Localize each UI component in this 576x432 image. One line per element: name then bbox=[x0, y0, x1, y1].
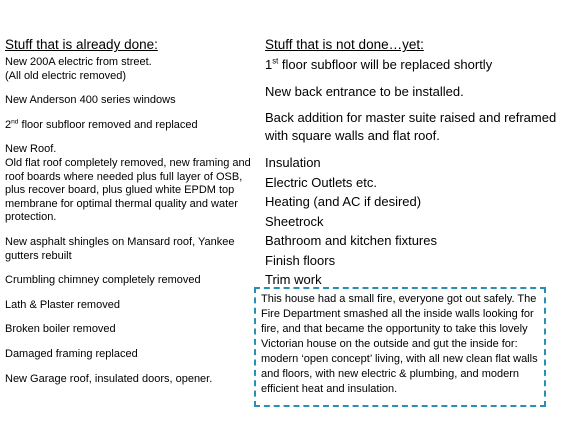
done-item-line: New Roof. bbox=[5, 143, 57, 156]
done-item bbox=[5, 56, 260, 83]
done-item-line: New Garage roof, insulated doors, opener. bbox=[5, 372, 213, 385]
done-item-line bbox=[5, 119, 260, 133]
done-item-line: New asphalt shingles on Mansard roof, Yankee gutters rebuilt bbox=[5, 235, 235, 262]
todo-list-item: Trim work bbox=[265, 272, 322, 287]
todo-column bbox=[265, 37, 570, 290]
todo-item: New back entrance to be installed. bbox=[265, 83, 464, 99]
todo-list bbox=[265, 153, 570, 290]
done-item bbox=[5, 143, 260, 225]
ordinal-suffix: nd bbox=[11, 118, 19, 126]
done-item-line: Crumbling chimney completely removed bbox=[5, 274, 201, 287]
done-item bbox=[5, 323, 260, 337]
todo-list-item: Finish floors bbox=[265, 252, 336, 268]
todo-list-item: Insulation bbox=[265, 155, 321, 170]
ordinal-suffix: st bbox=[272, 56, 279, 66]
done-item-text: floor subfloor removed and replaced bbox=[18, 118, 198, 131]
todo-item: Back addition for master suite raised and reframed with square walls and flat roof. bbox=[265, 110, 557, 143]
done-item bbox=[5, 348, 260, 362]
todo-list-item: Electric Outlets etc. bbox=[265, 174, 377, 190]
done-item bbox=[5, 274, 260, 288]
done-item-line: Damaged framing replaced bbox=[5, 347, 138, 360]
done-item bbox=[5, 299, 260, 313]
done-item bbox=[5, 373, 260, 387]
done-item-line: Lath & Plaster removed bbox=[5, 298, 120, 311]
todo-list-item: Heating (and AC if desired) bbox=[265, 194, 422, 209]
done-heading: Stuff that is already done: bbox=[5, 37, 158, 52]
done-item-line: Old flat roof completely removed, new framing and roof boards where needed plus full layer of OSB, plus recover board, plus glued white EPDM top membrane for optimal thermal quality and water protection. bbox=[5, 156, 251, 224]
todo-item bbox=[265, 56, 570, 74]
todo-list-item: Bathroom and kitchen fixtures bbox=[265, 233, 437, 248]
ordinal-number: 2 bbox=[5, 118, 12, 131]
done-item-line: Broken boiler removed bbox=[5, 323, 116, 336]
todo-heading: Stuff that is not done…yet: bbox=[265, 37, 424, 52]
todo-list-item: Sheetrock bbox=[265, 213, 324, 229]
done-item bbox=[5, 236, 260, 263]
done-item bbox=[5, 94, 260, 108]
done-item bbox=[5, 119, 260, 133]
ordinal-number: 1 bbox=[265, 57, 273, 72]
done-item-line: New Anderson 400 series windows bbox=[5, 94, 176, 107]
done-item-line: (All old electric removed) bbox=[5, 69, 127, 82]
fire-note-box: This house had a small fire, everyone got out safely. The Fire Department smashed all the inside walls looking for fire, and that became the opportunity to take this lovely Victorian house on the outside and gut the inside for: modern ‘open concept’ living, with all new clean flat walls and floors, with new electric & plumbing, and modern efficient heat and insulation. bbox=[254, 287, 546, 407]
todo-item-text: floor subfloor will be replaced shortly bbox=[278, 57, 493, 72]
done-item-line: New 200A electric from street. bbox=[5, 56, 152, 68]
done-column bbox=[5, 37, 260, 397]
